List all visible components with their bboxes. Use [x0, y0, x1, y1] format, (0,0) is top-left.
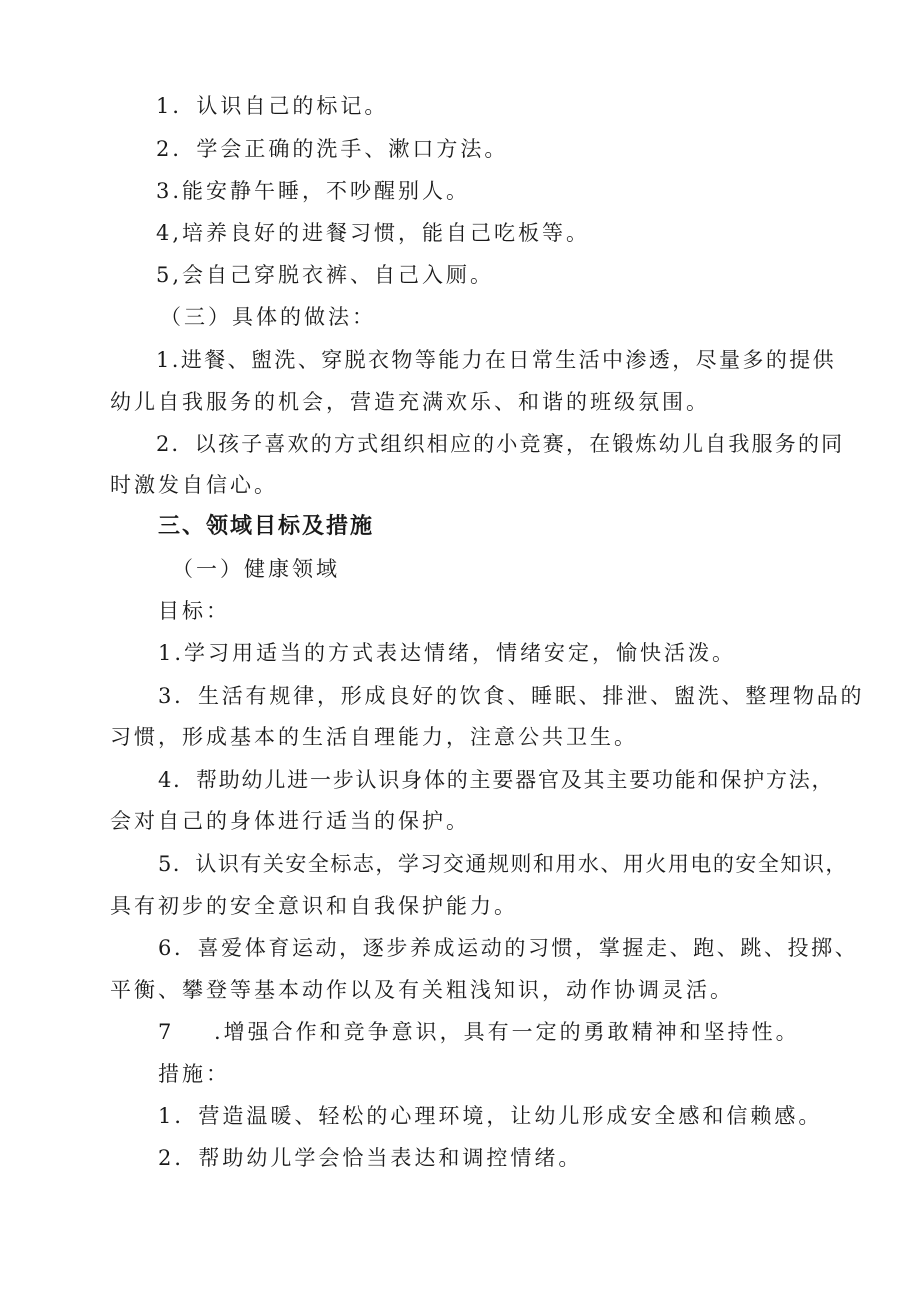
text-line: 时激发自信心。 [110, 473, 278, 497]
text-line: 5,会自己穿脱衣裤、自己入厕。 [156, 263, 495, 287]
text-line: 4,培养良好的进餐习惯，能自己吃板等。 [156, 221, 591, 245]
text-line: 平衡、攀登等基本动作以及有关粗浅知识，动作协调灵活。 [110, 978, 734, 1002]
text-line: 会对自己的身体进行适当的保护。 [110, 809, 470, 833]
text-line: 2．以孩子喜欢的方式组织相应的小竞赛，在锻炼幼儿自我服务的同 [156, 432, 845, 456]
text-line: 1．营造温暖、轻松的心理环境，让幼儿形成安全感和信赖感。 [158, 1104, 823, 1128]
section-subheading: （一）健康领域 [172, 557, 340, 581]
text-line: 1.进餐、盥洗、穿脱衣物等能力在日常生活中渗透，尽量多的提供 [156, 348, 837, 372]
text-line: 6．喜爱体育运动，逐步养成运动的习惯，掌握走、跑、跳、投掷、 [158, 936, 859, 960]
text-line: .增强合作和竞争意识，具有一定的勇敢精神和坚持性。 [214, 1020, 800, 1044]
section-subheading: （三）具体的做法： [160, 305, 376, 329]
text-line: 3.能安静午睡，不吵醒别人。 [156, 179, 471, 203]
text-line: 5．认识有关安全标志，学习交通规则和用水、用火用电的安全知识， [158, 852, 848, 876]
text-line: 1.学习用适当的方式表达情绪，情绪安定，愉快活泼。 [158, 641, 737, 665]
text-line: 4．帮助幼儿进一步认识身体的主要器官及其主要功能和保护方法， [158, 768, 835, 792]
text-line: 2．帮助幼儿学会恰当表达和调控情绪。 [158, 1146, 583, 1170]
text-line: 1．认识自己的标记。 [156, 94, 389, 118]
text-line: 幼儿自我服务的机会，营造充满欢乐、和谐的班级氛围。 [110, 390, 710, 414]
text-line: 目标： [158, 599, 230, 623]
text-line: 具有初步的安全意识和自我保护能力。 [110, 894, 518, 918]
text-line: 措施： [158, 1062, 230, 1086]
text-line: 习惯，形成基本的生活自理能力，注意公共卫生。 [110, 725, 638, 749]
text-line: 3．生活有规律，形成良好的饮食、睡眠、排泄、盥洗、整理物品的 [158, 684, 865, 708]
text-line: 2．学会正确的洗手、漱口方法。 [156, 137, 509, 161]
section-heading: 三、领域目标及措施 [158, 514, 375, 539]
list-number: 7 [158, 1020, 175, 1044]
